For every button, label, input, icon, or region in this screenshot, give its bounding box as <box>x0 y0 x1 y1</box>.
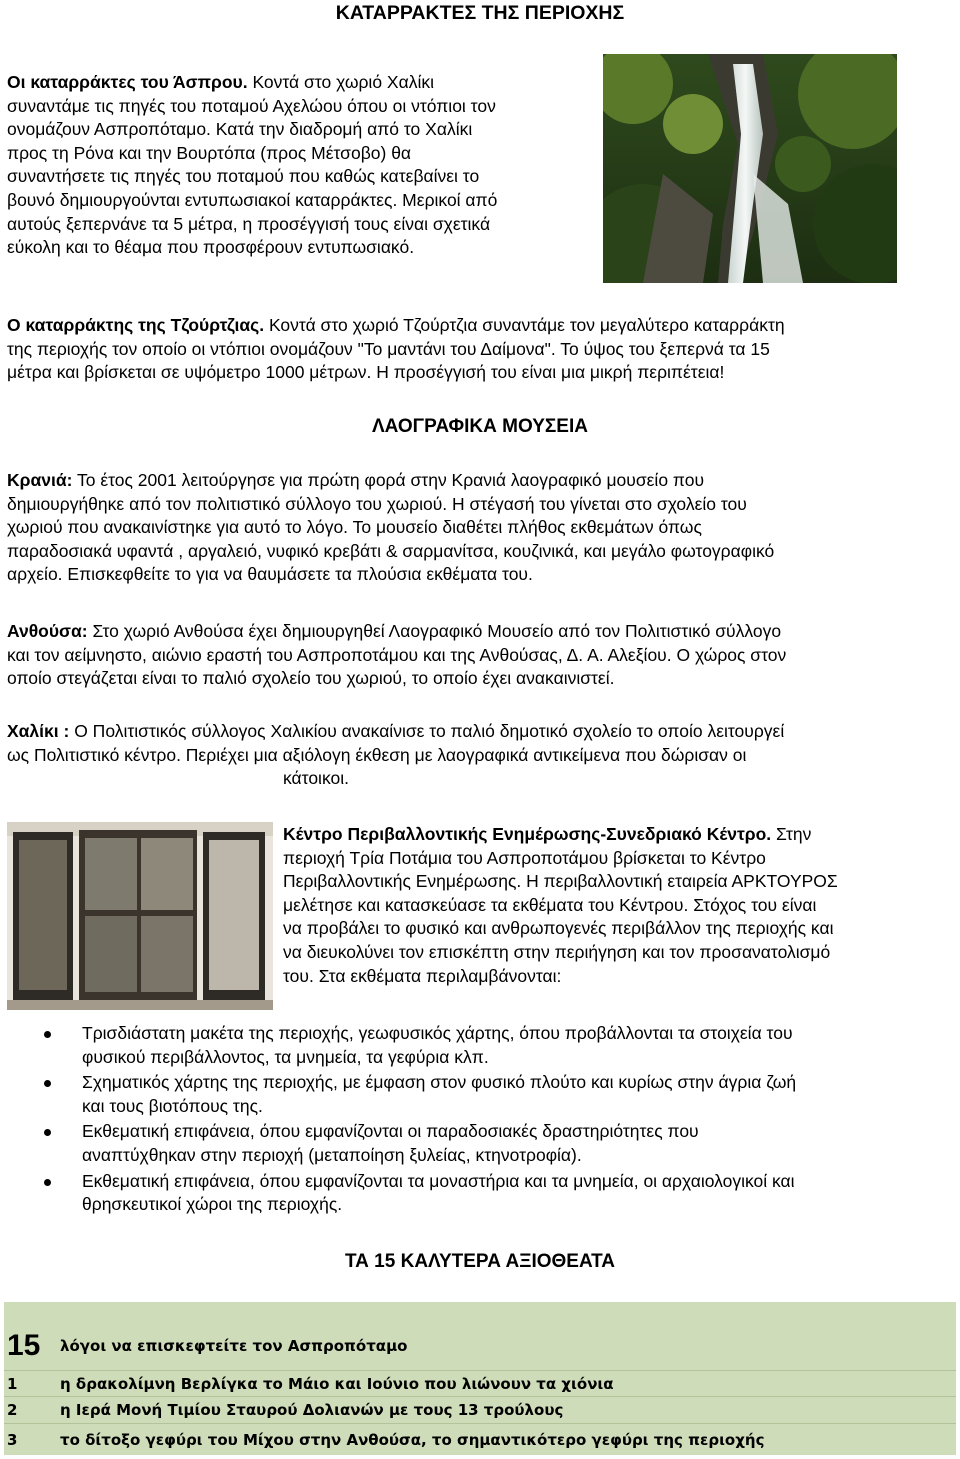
row-text: το δίτοξο γεφύρι του Μίχου στην Ανθούσα, το σημαντικότερο γεφύρι της περιοχής <box>60 1430 765 1449</box>
museum-image <box>7 822 273 1010</box>
text-line: ως Πολιτιστικό κέντρο. Περιέχει μια αξιόλογη έκθεση με λαογραφικά αντικείμενα που δώρισαν οι <box>7 744 747 765</box>
tzourtzia-paragraph <box>7 314 948 385</box>
tzourtzia-lead: Ο καταρράκτης της Τζούρτζιας. <box>7 315 265 335</box>
text-line: και τον αείμνηστο, αιώνιο εραστή του Ασπροποτάμου και της Ανθούσας, Δ. Α. Αλεξίου. Ο χώρος στον <box>7 644 787 665</box>
anthousa-paragraph <box>7 620 948 691</box>
text-line: περιοχή Τρία Ποτάμια του Ασπροποτάμου βρίσκεται το Κέντρο <box>283 847 766 868</box>
text-line: αυτούς ξεπερνάνε τα 5 μέτρα, η προσέγγισή τους είναι σχετικά <box>7 213 491 234</box>
text-line: Το έτος 2001 λειτούργησε για πρώτη φορά στην Κρανιά λαογραφικό μουσείο που <box>72 470 705 490</box>
aspros-lead: Οι καταρράκτες του Άσπρου. <box>7 72 248 92</box>
waterfall-photo <box>603 54 897 283</box>
bullet-icon <box>44 1129 51 1136</box>
table-header-text: λόγοι να επισκεφτείτε τον Ασπροπόταμο <box>60 1337 408 1355</box>
list-item <box>0 1022 948 1069</box>
text-line: Στο χωριό Ανθούσα έχει δημιουργηθεί Λαογραφικό Μουσείο από τον Πολιτιστικό σύλλογο <box>87 621 782 641</box>
row-text: η δρακολίμνη Βερλίγκα το Μάιο και Ιούνιο που λιώνουν τα χιόνια <box>60 1374 614 1393</box>
text-line: οποίο στεγάζεται είναι το παλιό σχολείο του χωριού, το οποίο έχει ανακαινιστεί. <box>7 668 615 689</box>
text-line: Κοντά στο χωριό Τζούρτζια συναντάμε τον μεγαλύτερο καταρράκτη <box>264 315 785 335</box>
museums-heading: ΛΑΟΓΡΑΦΙΚΑ ΜΟΥΣΕΙΑ <box>372 416 588 437</box>
text-line: Ο Πολιτιστικός σύλλογος Χαλικίου ανακαίνισε το παλιό δημοτικό σχολείο το οποίο λειτουργεί <box>69 721 785 741</box>
table-row <box>4 1397 956 1422</box>
waterfall-image <box>603 54 897 283</box>
row-number: 1 <box>7 1374 18 1393</box>
krania-paragraph <box>7 469 948 587</box>
text-line: προς τη Ρόνα και την Βουρτόπα (προς Μέτσοβο) θα <box>7 142 412 163</box>
text-line: εύκολη και το θέαμα που προσφέρουν εντυπωσιακό. <box>7 237 415 258</box>
chaliki-paragraph <box>7 720 948 791</box>
aspros-paragraph <box>7 71 590 260</box>
sights-heading: ΤΑ 15 ΚΑΛΥΤΕΡΑ ΑΞΙΟΘΕΑΤΑ <box>344 1251 616 1272</box>
text-line: συναντήσετε τις πηγές του ποταμού που καθώς κατεβαίνει το <box>7 166 480 187</box>
list-item <box>0 1071 948 1118</box>
table-header-row <box>4 1324 956 1368</box>
text-line: θρησκευτικοί χώροι της περιοχής. <box>82 1194 343 1215</box>
table-row <box>4 1427 956 1452</box>
text-line: μελέτησε και κατασκεύασε τα εκθέματα του Κέντρου. Στόχος του είναι <box>283 894 817 915</box>
text-line: ονομάζουν Ασπροπόταμο. Κατά την διαδρομή από το Χαλίκι <box>7 119 473 140</box>
row-number: 3 <box>7 1430 18 1449</box>
table-header-number: 15 <box>7 1329 41 1362</box>
exhibits-list <box>0 1022 948 1219</box>
row-text: η Ιερά Μονή Τιμίου Σταυρού Δολιανών με τους 13 τρούλους <box>60 1400 564 1419</box>
text-line: να διευκολύνει τον επισκέπτη στην περιήγηση και τον προσανατολισμό <box>283 941 831 962</box>
text-line: Κοντά στο χωριό Χαλίκι <box>247 72 434 92</box>
bullet-icon <box>44 1031 51 1038</box>
text-line: της περιοχής τον οποίο οι ντόπιοι ονομάζουν "Το μαντάνι του Δαίμονα". Το ύψος του ξεπερνά τα 15 <box>7 338 770 359</box>
text-line: Τρισδιάστατη μακέτα της περιοχής, γεωφυσικός χάρτης, όπου προβάλλονται τα στοιχεία του <box>82 1023 793 1043</box>
text-line: φυσικού περιβάλλοντος, τα μνημεία, τα γεφύρια κλπ. <box>82 1046 489 1067</box>
text-line: παραδοσιακά υφαντά , αργαλειό, νυφικό κρεβάτι & σαρμανίτσα, κουζινικά, και μεγάλο φωτογραφικό <box>7 540 775 561</box>
bullet-icon <box>44 1080 51 1087</box>
text-line: βουνό δημιουργούνται εντυπωσιακοί καταρράκτες. Μερικοί από <box>7 189 498 210</box>
text-line: δημιουργήθηκε από τον πολιτιστικό σύλλογο του χωριού. Η στέγασή του γίνεται στο σχολείο του <box>7 493 747 514</box>
text-line: μέτρα και βρίσκεται σε υψόμετρο 1000 μέτρων. Η προσέγγισή του είναι μια μικρή περιπέτεια! <box>7 362 725 383</box>
text-line: χωριού που ανακαινίστηκε για αυτό το λόγο. Το μουσείο διαθέτει πλήθος εκθεμάτων όπως <box>7 517 702 538</box>
list-item <box>0 1170 948 1217</box>
anthousa-lead: Ανθούσα: <box>7 621 88 641</box>
text-line: του. Στα εκθέματα περιλαμβάνονται: <box>283 965 562 986</box>
museum-photo <box>7 822 273 1010</box>
text-line: Περιβαλλοντικής Ενημέρωσης. Η περιβαλλοντική εταιρεία ΑΡΚΤΟΥΡΟΣ <box>283 871 838 892</box>
text-line: αρχείο. Επισκεφθείτε το για να θαυμάσετε τα πλούσια εκθέματα του. <box>7 564 533 585</box>
center-paragraph <box>283 823 948 988</box>
center-lead: Κέντρο Περιβαλλοντικής Ενημέρωσης-Συνεδριακό Κέντρο. <box>283 824 772 844</box>
chaliki-lead: Χαλίκι : <box>7 721 70 741</box>
krania-lead: Κρανιά: <box>7 470 73 490</box>
text-line: και τους βιοτόπους της. <box>82 1095 263 1116</box>
text-line: αναπτύχθηκαν στην περιοχή (μεταποίηση ξυλείας, κτηνοτροφία). <box>82 1144 582 1165</box>
sights-table <box>4 1302 956 1455</box>
text-line: Εκθεματική επιφάνεια, όπου εμφανίζονται τα μοναστήρια και τα μνημεία, οι αρχαιολογικοί και <box>82 1170 795 1191</box>
text-line: Εκθεματική επιφάνεια, όπου εμφανίζονται οι παραδοσιακές δραστηριότητες που <box>82 1121 699 1142</box>
text-line: συναντάμε τις πηγές του ποταμού Αχελώου όπου οι ντόπιοι τον <box>7 95 496 116</box>
list-item <box>0 1120 948 1167</box>
page-title: ΚΑΤΑΡΡΑΚΤΕΣ ΤΗΣ ΠΕΡΙΟΧΗΣ <box>335 2 625 24</box>
text-line: Σχηματικός χάρτης της περιοχής, με έμφαση στον φυσικό πλούτο και κυρίως στην άγρια ζωή <box>82 1072 797 1093</box>
row-number: 2 <box>7 1400 18 1419</box>
text-line: Στην <box>771 824 812 844</box>
text-line: να προβάλει το φυσικό και ανθρωπογενές περιβάλλον της περιοχής και <box>283 918 834 939</box>
text-line: κάτοικοι. <box>283 768 349 789</box>
bullet-icon <box>44 1179 51 1186</box>
table-row <box>4 1371 956 1396</box>
